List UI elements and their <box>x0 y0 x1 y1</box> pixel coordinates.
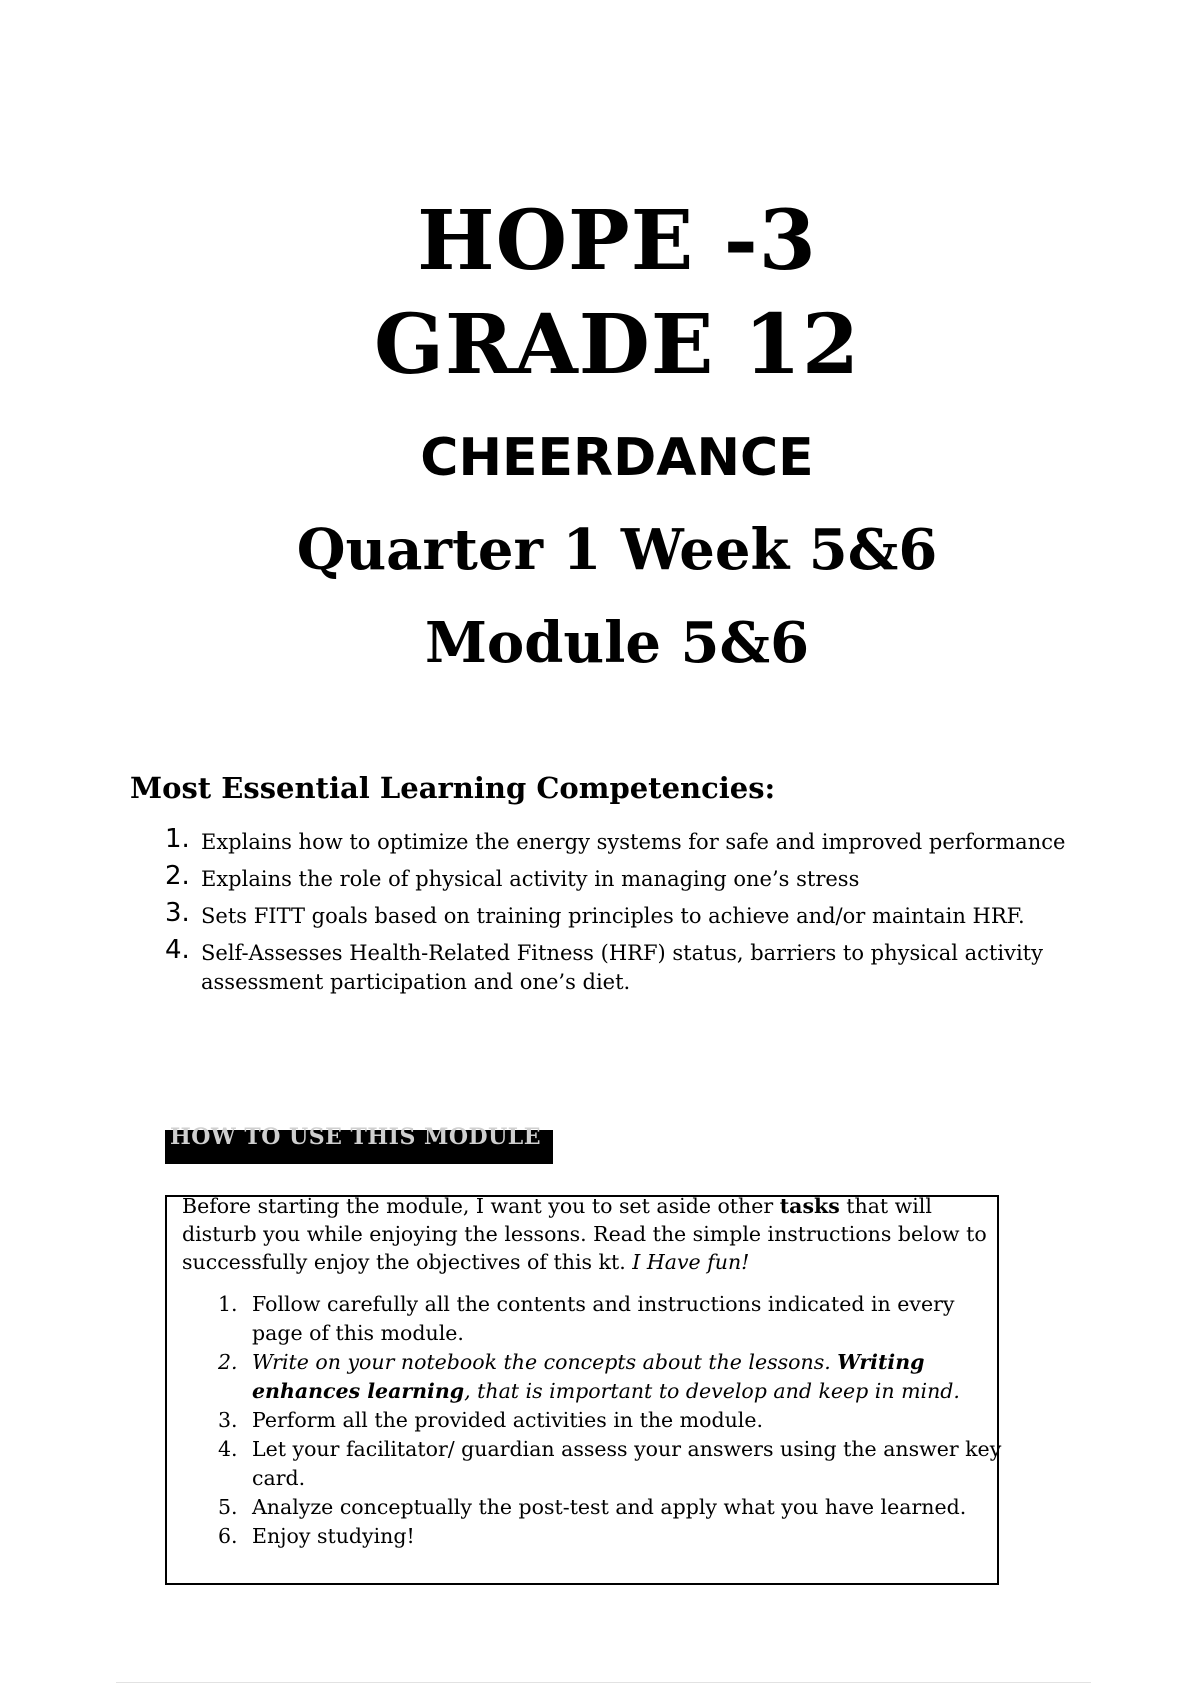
instruction-text-italic-end: , that is important to develop and keep in mind. <box>464 1379 960 1403</box>
intro-text-2: that will disturb you while enjoying the lessons. Read the simple instructions below to successfully enjoy the objectives of this kt. <box>182 1194 987 1274</box>
instruction-text: Enjoy studying! <box>252 1524 415 1548</box>
competency-number: 3. <box>165 898 190 928</box>
instruction-text: Perform all the provided activities in the module. <box>252 1408 763 1432</box>
competencies-heading: Most Essential Learning Competencies: <box>130 771 776 805</box>
instruction-item <box>218 1493 1008 1522</box>
instruction-text: Let your facilitator/ guardian assess your answers using the answer key card. <box>252 1437 1002 1490</box>
intro-italic: I Have fun! <box>632 1250 750 1274</box>
instruction-number: 4. <box>218 1437 238 1461</box>
competency-number: 4. <box>165 935 190 965</box>
competency-item <box>165 935 1095 997</box>
instruction-text: Analyze conceptually the post-test and apply what you have learned. <box>252 1495 967 1519</box>
competencies-list <box>165 824 1095 1005</box>
how-to-use-heading: HOW TO USE THIS MODULE <box>170 1124 542 1150</box>
instruction-number: 5. <box>218 1495 238 1519</box>
competency-text: Explains the role of physical activity in managing one’s stress <box>201 867 860 891</box>
instructions-list <box>218 1290 1008 1551</box>
competency-item <box>165 824 1095 857</box>
intro-text-1: Before starting the module, I want you to set aside other <box>182 1194 780 1218</box>
title-topic: CHEERDANCE <box>420 428 814 488</box>
competency-number: 2. <box>165 861 190 891</box>
instruction-item <box>218 1348 1008 1406</box>
instruction-number: 2. <box>218 1350 238 1374</box>
competency-text: Sets FITT goals based on training principles to achieve and/or maintain HRF. <box>201 904 1025 928</box>
instruction-item <box>218 1290 1008 1348</box>
title-quarter-week: Quarter 1 Week 5&6 <box>296 517 938 583</box>
title-subject: HOPE -3 <box>417 193 817 289</box>
title-grade: GRADE 12 <box>373 297 861 393</box>
intro-bold-word: tasks <box>779 1194 840 1218</box>
instruction-number: 1. <box>218 1292 238 1316</box>
instruction-item <box>218 1406 1008 1435</box>
instructions-intro <box>182 1192 1002 1276</box>
instruction-item <box>218 1522 1008 1551</box>
competency-item <box>165 861 1095 894</box>
instruction-item <box>218 1435 1008 1493</box>
competency-number: 1. <box>165 824 190 854</box>
title-module: Module 5&6 <box>424 610 810 676</box>
page-footer-rule <box>116 1682 1091 1683</box>
instruction-text: Follow carefully all the contents and instructions indicated in every page of this module. <box>252 1292 955 1345</box>
instruction-text-bold: Writing enhances learning <box>252 1350 925 1403</box>
competency-text: Explains how to optimize the energy systems for safe and improved performance <box>201 830 1066 854</box>
instruction-number: 3. <box>218 1408 238 1432</box>
competency-text: Self-Assesses Health-Related Fitness (HRF) status, barriers to physical activity assessment participation and one’s diet. <box>201 941 1043 994</box>
competency-item <box>165 898 1095 931</box>
instruction-number: 6. <box>218 1524 238 1548</box>
instruction-text-italic: Write on your notebook the concepts about the lessons. <box>252 1350 838 1374</box>
